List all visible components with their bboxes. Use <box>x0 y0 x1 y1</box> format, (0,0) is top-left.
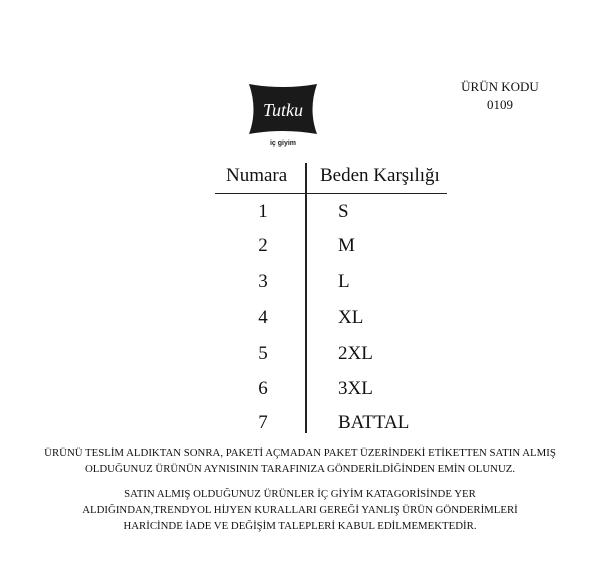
row-number: 3 <box>258 271 268 292</box>
column-divider <box>305 163 307 433</box>
row-number: 7 <box>258 412 268 433</box>
svg-text:iç giyim: iç giyim <box>269 140 297 147</box>
row-size: S <box>338 201 349 222</box>
header-divider <box>215 193 447 194</box>
product-code <box>440 78 560 114</box>
product-code-label: ÜRÜN KODU <box>461 79 539 94</box>
row-number: 5 <box>258 343 268 364</box>
row-size: 3XL <box>338 378 373 399</box>
note-delivery: ÜRÜNÜ TESLİM ALDIKTAN SONRA, PAKETİ AÇMADAN PAKET ÜZERİNDEKİ ETİKETTEN SATIN ALMIŞ OLDUĞUNUZ ÜRÜNÜN AYNISININ TARAFINIZA GÖNDERİLDİĞİNDEN EMİN OLUNUZ. <box>44 447 556 475</box>
row-number: 6 <box>258 378 268 399</box>
row-number: 2 <box>258 235 268 256</box>
svg-text:Tutku: Tutku <box>262 100 304 120</box>
product-code-value: 0109 <box>487 97 513 112</box>
row-size: BATTAL <box>338 412 410 433</box>
note-returns: SATIN ALMIŞ OLDUĞUNUZ ÜRÜNLER İÇ GİYİM KATAGORİSİNDE YER ALDIĞINDAN,TRENDYOL HİJYEN KURALLARI GEREĞİ YANLIŞ ÜRÜN GÖNDERİMLERİ HARİCİNDE İADE VE DEĞİŞİM TALEPLERİ KABUL EDİLMEMEKTEDİR. <box>82 488 518 532</box>
tutku-logo <box>246 80 320 152</box>
row-number: 4 <box>258 307 268 328</box>
row-size: L <box>338 271 350 292</box>
row-size: 2XL <box>338 343 373 364</box>
header-numara: Numara <box>226 165 288 186</box>
header-beden: Beden Karşılığı <box>320 165 440 186</box>
row-number: 1 <box>258 201 268 222</box>
row-size: XL <box>338 307 364 328</box>
row-size: M <box>338 235 355 256</box>
